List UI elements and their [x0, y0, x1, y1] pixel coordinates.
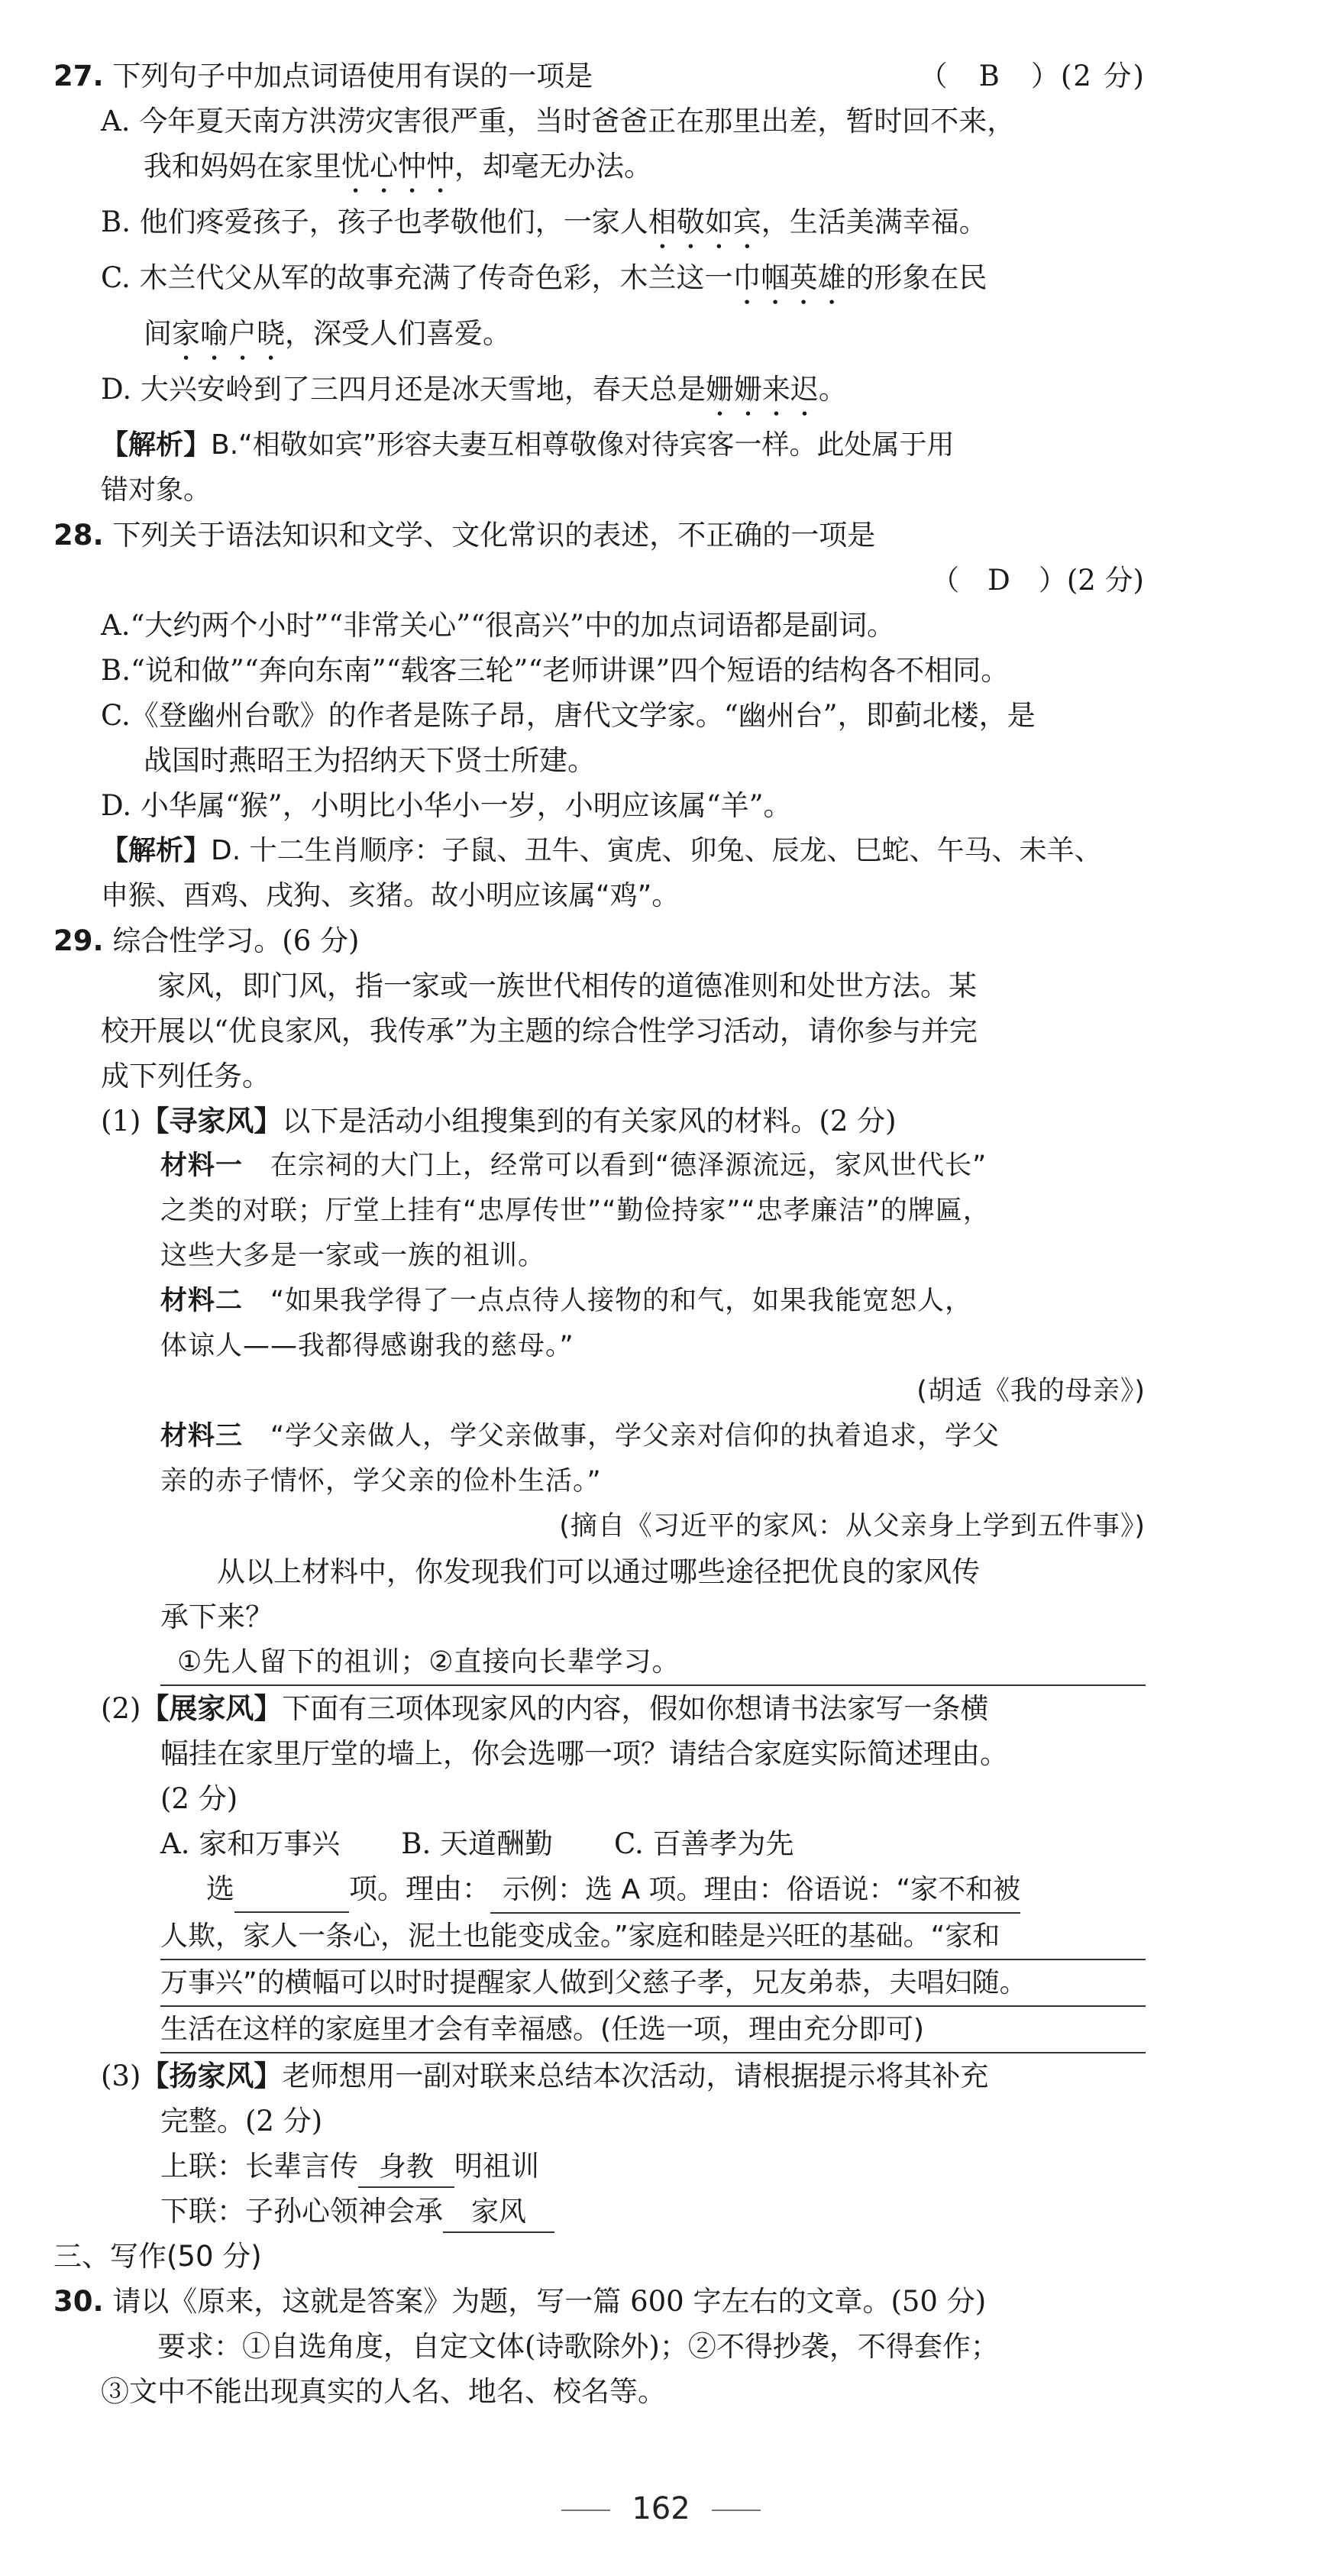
question-number: 30.	[53, 2285, 104, 2318]
couplet-lower: 下联：子孙心领神会承 家风	[160, 2189, 1146, 2234]
part-1-answer: ①先人留下的祖训；②直接向长辈学习。	[160, 1639, 1146, 1686]
option-c-cont: 战国时燕昭王为招纳天下贤士所建。	[144, 744, 596, 777]
question-number: 29.	[53, 924, 104, 957]
question-stem: 综合性学习。(6 分)	[112, 924, 360, 957]
part-3: (3)【扬家风】老师想用一副对联来总结本次活动，请根据提示将其补充	[101, 2060, 989, 2092]
analysis-cont: 申猴、酉鸡、戌狗、亥猪。故小明应该属“鸡”。	[101, 880, 680, 911]
part-1-question: 从以上材料中，你发现我们可以通过哪些途径把优良的家风传 承下来？	[160, 1555, 980, 1633]
question-27	[53, 53, 1146, 513]
page-number: 162	[0, 2487, 1322, 2532]
material-1: 材料一 在宗祠的大门上，经常可以看到“德泽源流远，家风世代长” 之类的对联；厅堂上挂有“忠厚传世”“勤俭持家”“忠孝廉洁”的牌匾， 这些大多是一家或一族的祖训。	[160, 1150, 991, 1271]
option-a: A. 今年夏天南方洪涝灾害很严重，当时爸爸正在那里出差，暂时回不来，	[101, 105, 1016, 138]
question-30	[53, 2279, 1146, 2414]
option-a-cont: 我和妈妈在家里忧心忡忡，却毫无办法。	[144, 150, 652, 183]
section-writing: 三、写作(50 分)	[53, 2240, 262, 2273]
requirements: 要求：①自选角度，自定文体(诗歌除外)；②不得抄袭，不得套作； ③文中不能出现真实的人名、地名、校名等。	[101, 2330, 999, 2408]
question-number: 28.	[53, 519, 104, 552]
content-column	[53, 53, 1146, 2414]
option-d: D. 大兴安岭到了三四月还是冰天雪地，春天总是姗姗来迟。	[101, 373, 847, 406]
part-1-answer-line	[53, 1639, 1146, 1686]
question-28	[53, 513, 1146, 918]
question-stem: 下列句子中加点词语使用有误的一项是	[112, 60, 593, 92]
option-a: A.“大约两个小时”“非常关心”“很高兴”中的加点词语都是副词。	[101, 609, 895, 642]
part-3-cont: 完整。(2 分) 上联：长辈言传 身教 明祖训 下联：子孙心领神会承 家风	[53, 2099, 1146, 2234]
option-c: C.《登幽州台歌》的作者是陈子昂，唐代文学家。“幽州台”，即蓟北楼，是	[101, 699, 1036, 732]
analysis-cont: 错对象。	[101, 474, 212, 506]
source-citation: (摘自《习近平的家风：从父亲身上学到五件事》)	[559, 1511, 1146, 1542]
analysis: 【解析】D. 十二生肖顺序：子鼠、丑牛、寅虎、卯兔、辰龙、巳蛇、午马、未羊、	[101, 835, 1102, 866]
banner-options: A. 家和万事兴 B. 天道酬勤 C. 百善孝为先	[160, 1827, 794, 1860]
question-29	[53, 918, 1146, 2234]
answer-bracket: （ D ）(2 分)	[931, 564, 1144, 597]
part-2: (2)【展家风】下面有三项体现家风的内容，假如你想请书法家写一条横	[101, 1692, 989, 1725]
option-b: B. 他们疼爱孩子，孩子也孝敬他们，一家人相敬如宾，生活美满幸福。	[101, 205, 987, 238]
question-stem: 下列关于语法知识和文学、文化常识的表述，不正确的一项是	[112, 519, 876, 552]
material-3: 材料三 “学父亲做人，学父亲做事，学父亲对信仰的执着追求，学父 亲的赤子情怀，学父亲的俭朴生活。” (摘自《习近平的家风：从父亲身上学到五件事》)	[53, 1414, 1146, 1549]
option-c-cont: 间家喻户晓，深受人们喜爱。	[144, 317, 511, 350]
part-1: (1)【寻家风】以下是活动小组搜集到的有关家风的材料。(2 分)	[101, 1105, 897, 1138]
analysis: 【解析】B.“相敬如宾”形容夫妻互相尊敬像对待宾客一样。此处属于用	[101, 429, 955, 461]
intro: 家风，即门风，指一家或一族世代相传的道德准则和处世方法。某 校开展以“优良家风，我传承”为主题的综合性学习活动，请你参与并完 成下列任务。	[101, 969, 978, 1092]
question-stem: 请以《原来，这就是答案》为题，写一篇 600 字左右的文章。(50 分)	[112, 2285, 987, 2318]
answer-bracket: （ B ）(2 分)	[919, 60, 1146, 92]
question-number: 27.	[53, 60, 104, 92]
option-d: D. 小华属“猴”，小明比小华小一岁，小明应该属“羊”。	[101, 789, 792, 822]
option-c: C. 木兰代父从军的故事充满了传奇色彩，木兰这一巾帼英雄的形象在民	[101, 261, 987, 294]
option-b: B.“说和做”“奔向东南”“载客三轮”“老师讲课”四个短语的结构各不相同。	[101, 654, 1010, 687]
source-citation: (胡适《我的母亲》)	[916, 1376, 1146, 1406]
material-2: 材料二 “如果我学得了一点点待人接物的和气，如果我能宽恕人， 体谅人——我都得感谢我的慈母。” (胡适《我的母亲》)	[53, 1279, 1146, 1414]
part-2-answer: 选 项。理由： 示例：选 A 项。理由：俗语说：“家不和被	[160, 1866, 1146, 1914]
part-2-cont: 幅挂在家里厅堂的墙上，你会选哪一项？请结合家庭实际简述理由。 (2 分) A. 家和万事兴 B. 天道酬勤 C. 百善孝为先 选 项。理由： 示例：选 A 项。理由：俗语说：“家不和被 人欺，家人一条心，泥土也能变成金。”家庭和睦是兴旺的基础。“家和 万事兴”的横幅可以时时提醒家人做到父慈子孝，兄友弟恭，夫唱妇随。 生活在这样的家庭里才会有幸福感。(任选一项，理由充分即可)	[53, 1731, 1146, 2053]
couplet-upper: 上联：长辈言传 身教 明祖训	[160, 2144, 1146, 2189]
